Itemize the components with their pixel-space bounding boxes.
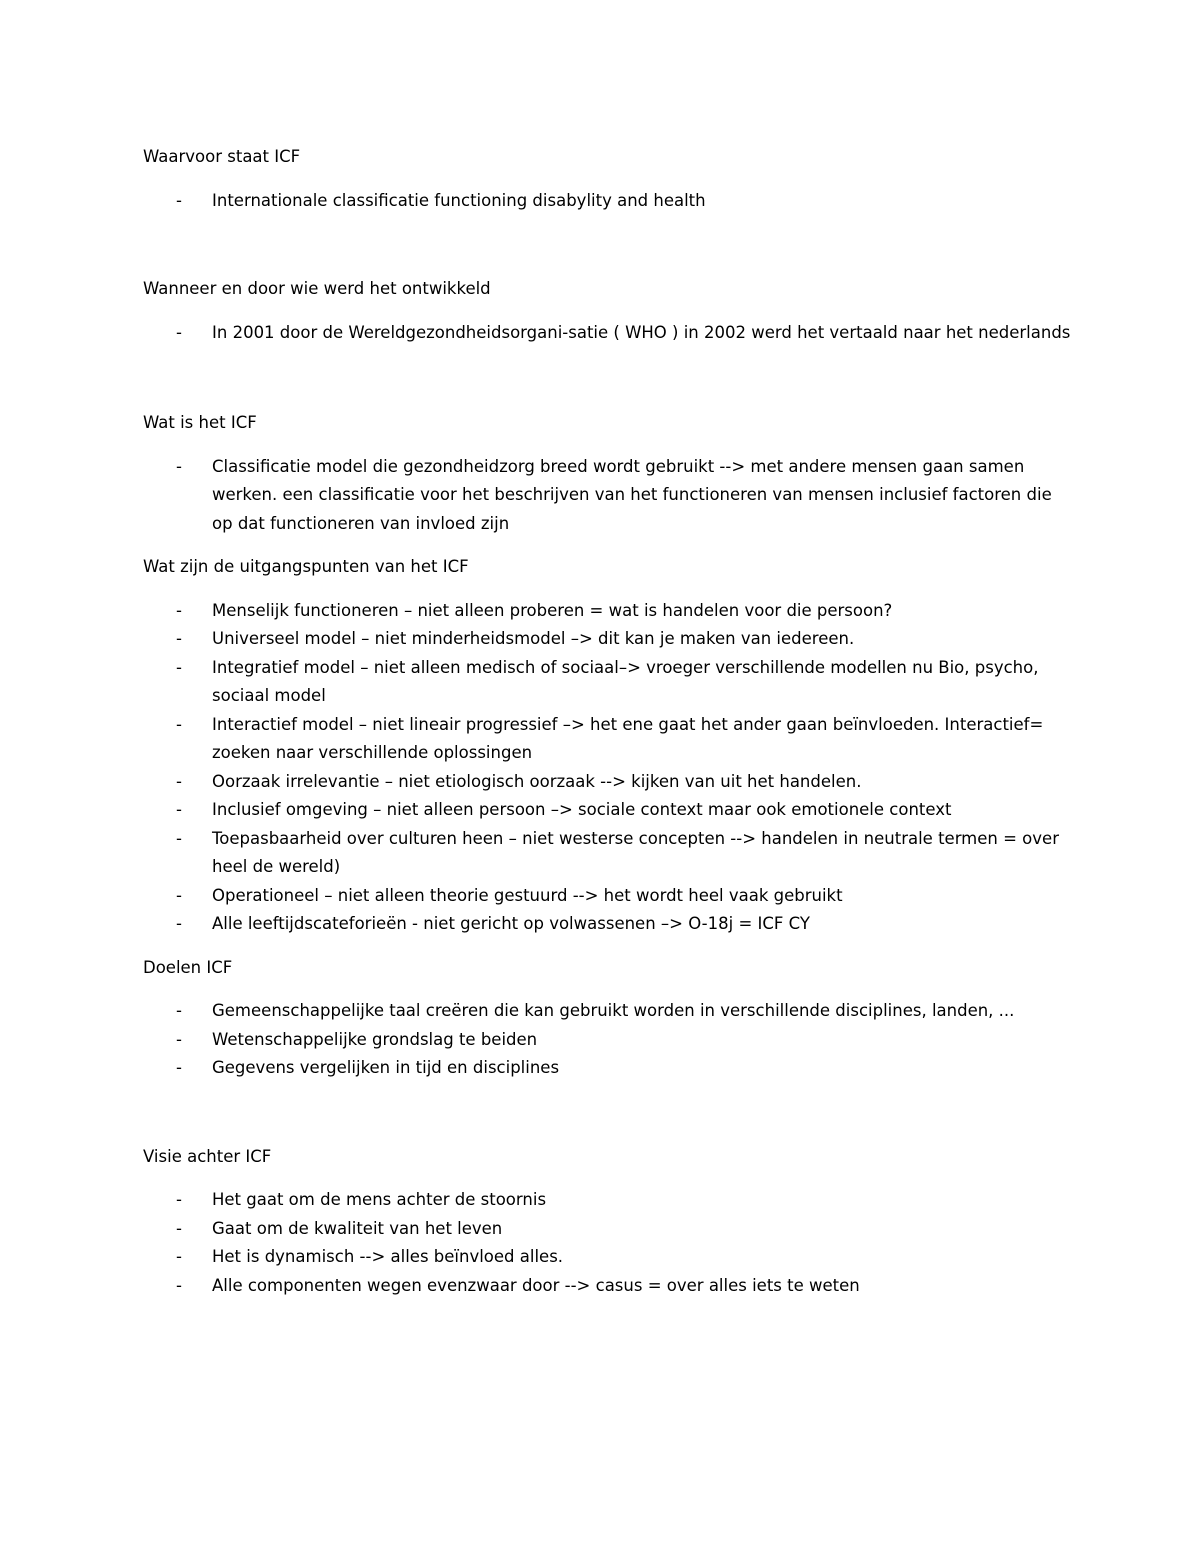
document-page xyxy=(143,143,1073,1300)
spacer xyxy=(143,347,1073,409)
dash-bullet: - xyxy=(176,1001,182,1020)
dash-bullet: - xyxy=(176,1275,182,1295)
dash-bullet: - xyxy=(176,1029,182,1049)
list-item-text: Classificatie model die gezondheidzorg breed wordt gebruikt --> met andere mensen gaan samen werken. een classificatie voor het beschrijven van het functioneren van mensen inclusief factoren die op dat functioneren van invloed zijn xyxy=(212,456,1052,533)
spacer xyxy=(143,215,1073,275)
list-item-text: In 2001 door de Wereldgezondheidsorgani-satie ( WHO ) in 2002 werd het vertaald naar het nederlands xyxy=(212,322,1071,342)
dash-bullet: - xyxy=(176,1218,182,1238)
section-heading: Doelen ICF xyxy=(143,957,233,977)
dash-bullet: - xyxy=(176,1190,182,1209)
dash-bullet: - xyxy=(176,657,182,677)
list-item-text: Operationeel – niet alleen theorie gestuurd --> het wordt heel vaak gebruikt xyxy=(212,885,843,905)
section-visie-achter-icf xyxy=(143,1143,1073,1301)
list-item xyxy=(143,910,1073,939)
section-heading: Waarvoor staat ICF xyxy=(143,147,301,166)
list-item-text: Interactief model – niet lineair progressief –> het ene gaat het ander gaan beïnvloeden. Interactief= zoeken naar verschillende oplossingen xyxy=(212,714,1044,762)
list-item xyxy=(143,1026,1073,1055)
list-item-text: Het gaat om de mens achter de stoornis xyxy=(212,1190,547,1209)
list-item xyxy=(143,453,1073,539)
bullet-list xyxy=(143,997,1073,1083)
list-item-text: Universeel model – niet minderheidsmodel –> dit kan je maken van iedereen. xyxy=(212,629,855,648)
section-heading: Visie achter ICF xyxy=(143,1146,272,1166)
list-item-text: Toepasbaarheid over culturen heen – niet westerse concepten --> handelen in neutrale termen = over heel de wereld) xyxy=(212,828,1059,876)
list-item xyxy=(143,768,1073,797)
list-item-text: Internationale classificatie functioning disabylity and health xyxy=(212,190,706,210)
bullet-list xyxy=(143,187,1073,216)
list-item-text: Gemeenschappelijke taal creëren die kan gebruikt worden in verschillende disciplines, landen, ... xyxy=(212,1001,1015,1020)
list-item xyxy=(143,1272,1073,1301)
list-item xyxy=(143,882,1073,911)
list-item-text: Alle leeftijdscateforieën - niet gericht op volwassenen –> O-18j = ICF CY xyxy=(212,914,810,933)
list-item xyxy=(143,597,1073,626)
spacer xyxy=(143,1083,1073,1143)
dash-bullet: - xyxy=(176,629,182,648)
dash-bullet: - xyxy=(176,1058,182,1077)
dash-bullet: - xyxy=(176,1247,182,1266)
section-uitgangspunten xyxy=(143,553,1073,939)
list-item xyxy=(143,1054,1073,1083)
dash-bullet: - xyxy=(176,800,182,819)
list-item xyxy=(143,711,1073,768)
list-item-text: Wetenschappelijke grondslag te beiden xyxy=(212,1029,538,1049)
list-item xyxy=(143,796,1073,825)
list-item xyxy=(143,625,1073,654)
section-heading: Wat zijn de uitgangspunten van het ICF xyxy=(143,557,469,576)
section-wanneer-ontwikkeld xyxy=(143,275,1073,347)
list-item xyxy=(143,654,1073,711)
section-wat-is-het-icf xyxy=(143,409,1073,538)
dash-bullet: - xyxy=(176,828,182,848)
bullet-list xyxy=(143,597,1073,939)
bullet-list xyxy=(143,319,1073,348)
list-item-text: Inclusief omgeving – niet alleen persoon –> sociale context maar ook emotionele context xyxy=(212,800,952,819)
section-doelen-icf xyxy=(143,954,1073,1083)
dash-bullet: - xyxy=(176,600,182,620)
list-item-text: Het is dynamisch --> alles beïnvloed alles. xyxy=(212,1247,564,1266)
spacer xyxy=(143,939,1073,954)
dash-bullet: - xyxy=(176,456,182,476)
list-item-text: Gegevens vergelijken in tijd en disciplines xyxy=(212,1058,560,1077)
section-waarvoor-staat-icf xyxy=(143,143,1073,215)
list-item-text: Menselijk functioneren – niet alleen proberen = wat is handelen voor die persoon? xyxy=(212,600,893,620)
list-item xyxy=(143,319,1073,348)
list-item xyxy=(143,825,1073,882)
spacer xyxy=(143,538,1073,553)
list-item-text: Gaat om de kwaliteit van het leven xyxy=(212,1218,503,1238)
list-item xyxy=(143,1243,1073,1272)
dash-bullet: - xyxy=(176,885,182,905)
bullet-list xyxy=(143,453,1073,539)
bullet-list xyxy=(143,1186,1073,1300)
list-item xyxy=(143,997,1073,1026)
dash-bullet: - xyxy=(176,714,182,734)
list-item xyxy=(143,1186,1073,1215)
list-item-text: Oorzaak irrelevantie – niet etiologisch oorzaak --> kijken van uit het handelen. xyxy=(212,771,862,791)
dash-bullet: - xyxy=(176,190,182,210)
dash-bullet: - xyxy=(176,322,182,342)
list-item-text: Alle componenten wegen evenzwaar door --> casus = over alles iets te weten xyxy=(212,1275,860,1295)
list-item-text: Integratief model – niet alleen medisch of sociaal–> vroeger verschillende modellen nu Bio, psycho, sociaal model xyxy=(212,657,1039,705)
dash-bullet: - xyxy=(176,914,182,933)
section-heading: Wanneer en door wie werd het ontwikkeld xyxy=(143,279,491,298)
section-heading: Wat is het ICF xyxy=(143,413,257,432)
list-item xyxy=(143,1215,1073,1244)
dash-bullet: - xyxy=(176,771,182,791)
list-item xyxy=(143,187,1073,216)
